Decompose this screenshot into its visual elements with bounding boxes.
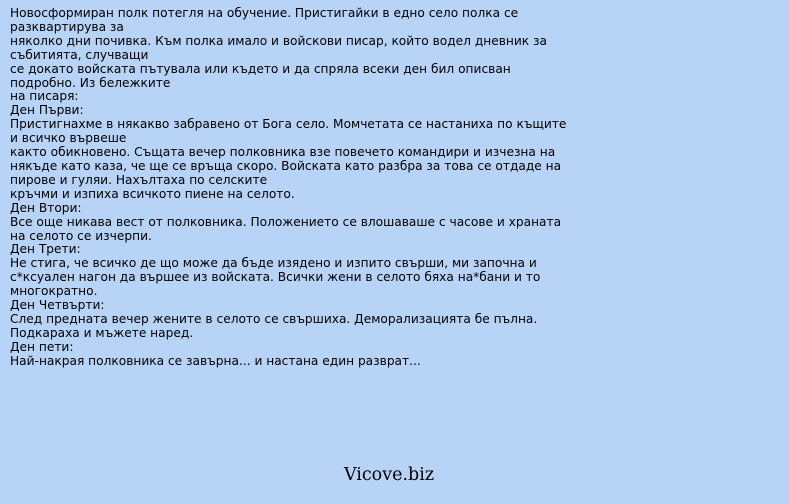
- story-line: с*ксуален нагон да вършее из войската. Всички жени в селото бяха на*бани и то: [10, 270, 541, 285]
- day-heading-2: Ден Втори:: [10, 200, 82, 215]
- story-line: няколко дни почивка. Към полка имало и войскови писар, който водел дневник за: [10, 33, 547, 48]
- story-line: на селото се изчерпи.: [10, 228, 152, 243]
- site-watermark: Vicove.biz: [343, 465, 435, 485]
- story-line: Не стига, че всичко де що може да бъде изядено и изпито свърши, ми започна и: [10, 256, 537, 271]
- story-line: и всичко вървеше: [10, 131, 127, 146]
- story-line: някъде като каза, че ще се връща скоро. Войската като разбра за това се отдаде на: [10, 158, 562, 173]
- story-line: разквартирува за: [10, 19, 124, 34]
- day-heading-4: Ден Четвърти:: [10, 298, 105, 313]
- day-heading-3: Ден Трети:: [10, 242, 81, 257]
- story-line: подробно. Из бележките: [10, 75, 171, 90]
- story-line: на писаря:: [10, 89, 79, 104]
- day-heading-5: Ден пети:: [10, 339, 74, 354]
- story-line: се докато войската пътувала или където и да спряла всеки ден бил описван: [10, 61, 511, 76]
- story-line: Все още никава вест от полковника. Положението се влошаваше с часове и храната: [10, 214, 562, 229]
- story-line: пирове и гуляи. Нахълтаха по селските: [10, 172, 268, 187]
- story-line: Най-накрая полковника се завърна... и настана един разврат...: [10, 353, 421, 368]
- story-line: кръчми и изпиха всичкото пиене на селото.: [10, 186, 295, 201]
- story-line: Подкараха и мъжете наред.: [10, 325, 194, 340]
- story-line: След предната вечер жените в селото се свършиха. Деморализацията бе пълна.: [10, 311, 538, 326]
- story-line: Пристигнахме в някакво забравено от Бога село. Момчетата се настаниха по къщите: [10, 117, 567, 132]
- story-text: [10, 7, 575, 369]
- story-line: събитията, случващи: [10, 47, 149, 62]
- story-line: както обикновено. Същата вечер полковника взе повечето командири и изчезна на: [10, 145, 556, 160]
- story-line: многократно.: [10, 284, 98, 299]
- story-line: Новосформиран полк потегля на обучение. Пристигайки в едно село полка се: [10, 6, 519, 20]
- day-heading-1: Ден Първи:: [10, 103, 84, 118]
